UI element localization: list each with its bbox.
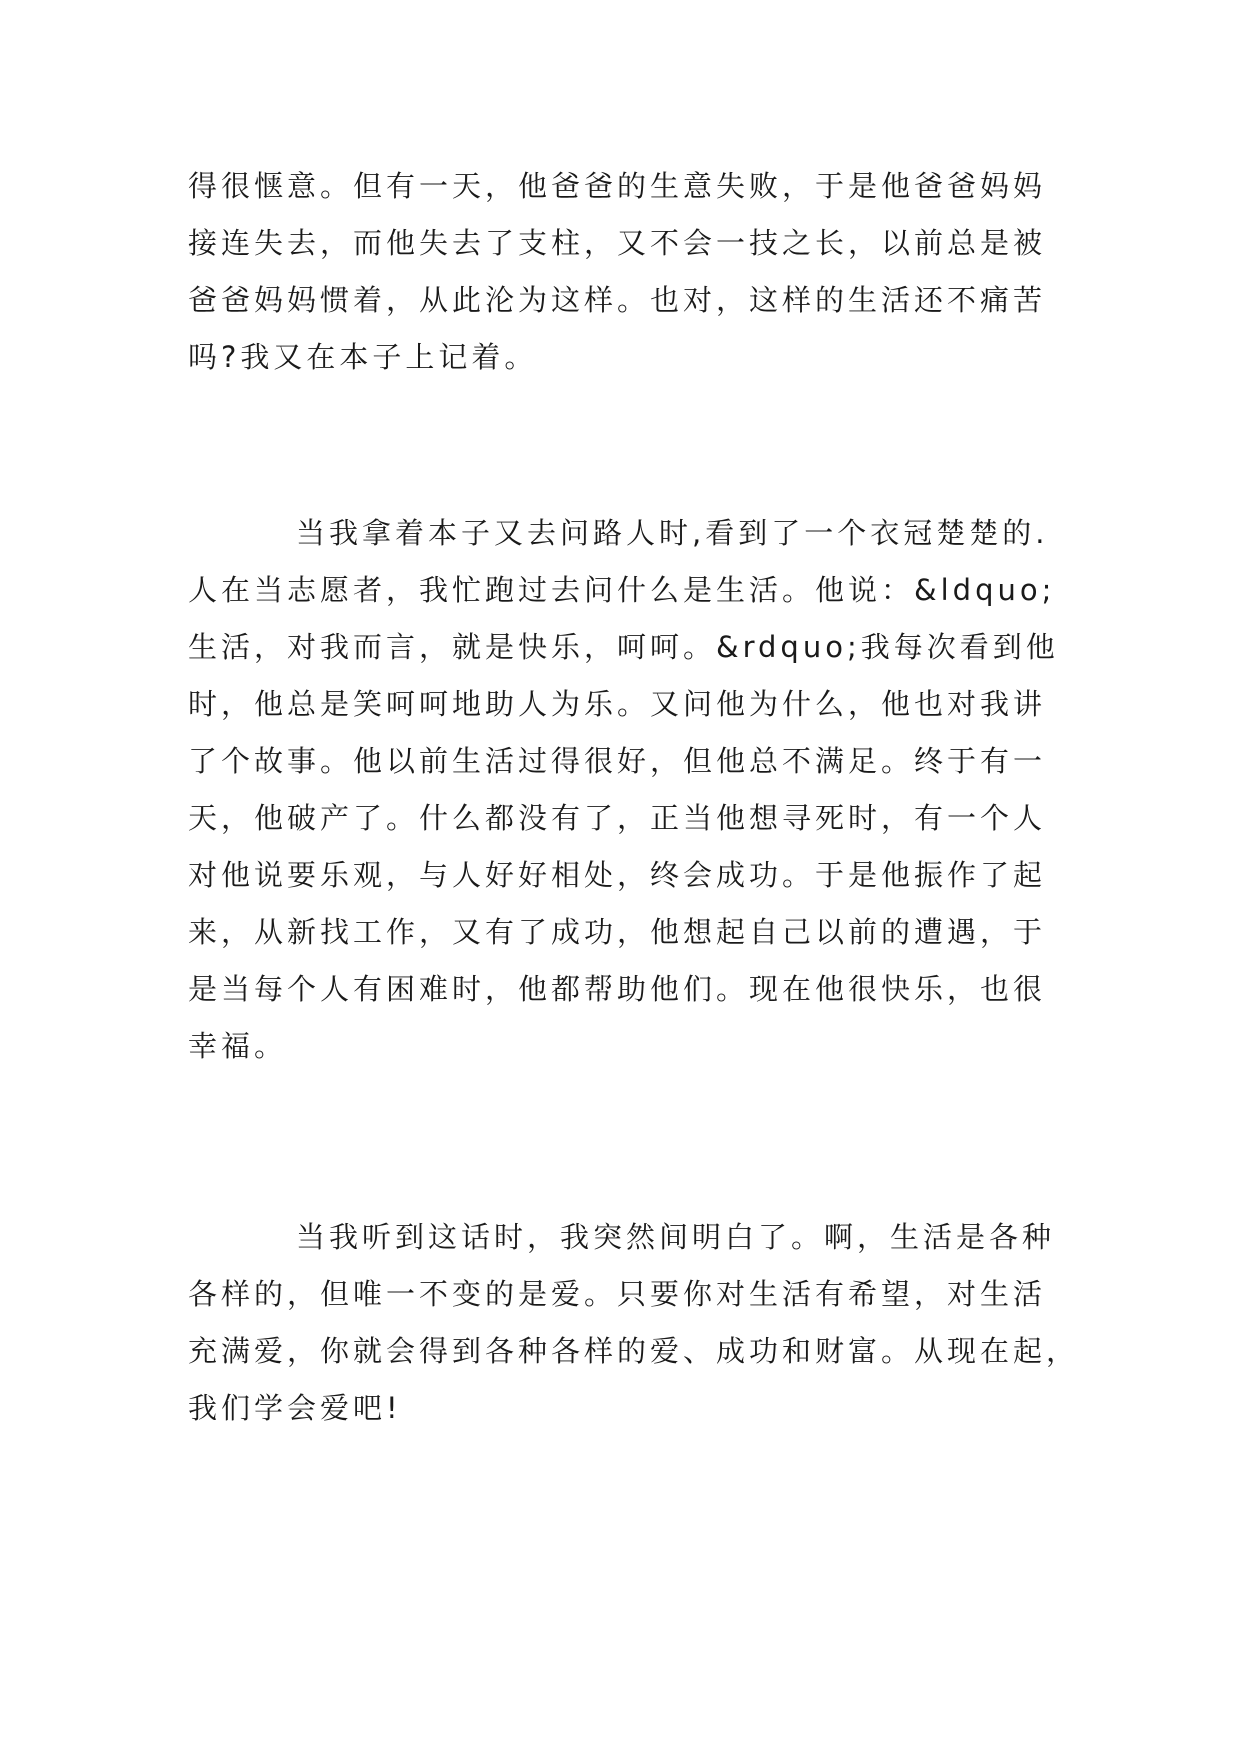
- text-line: 人在当志愿者，我忙跑过去问什么是生活。他说：&ldquo;: [188, 573, 1056, 607]
- text-line: 得很惬意。但有一天，他爸爸的生意失败，于是他爸爸妈妈: [188, 169, 1047, 203]
- paragraph-1: [188, 158, 1068, 386]
- text-line: 各样的，但唯一不变的是爱。只要你对生活有希望，对生活: [188, 1277, 1047, 1311]
- text-line: 当我拿着本子又去问路人时,看到了一个衣冠楚楚的.: [296, 516, 1049, 550]
- paragraph-2: [188, 505, 1068, 1075]
- paragraph-3: [188, 1209, 1080, 1437]
- text-line: 吗?我又在本子上记着。: [188, 340, 538, 374]
- text-line: 接连失去，而他失去了支柱，又不会一技之长，以前总是被: [188, 226, 1047, 260]
- text-line: 了个故事。他以前生活过得很好，但他总不满足。终于有一: [188, 744, 1047, 778]
- text-line: 幸福。: [188, 1029, 288, 1063]
- text-line: 爸爸妈妈惯着，从此沦为这样。也对，这样的生活还不痛苦: [188, 283, 1047, 317]
- text-line: 天，他破产了。什么都没有了，正当他想寻死时，有一个人: [188, 801, 1047, 835]
- text-line: 对他说要乐观，与人好好相处，终会成功。于是他振作了起: [188, 858, 1047, 892]
- text-line: 当我听到这话时，我突然间明白了。啊，生活是各种: [296, 1220, 1056, 1254]
- text-line: 我们学会爱吧!: [188, 1391, 402, 1425]
- text-line: 来，从新找工作，又有了成功，他想起自己以前的遭遇，于: [188, 915, 1047, 949]
- text-line: 生活，对我而言，就是快乐，呵呵。&rdquo;我每次看到他: [188, 630, 1059, 664]
- text-line: 充满爱，你就会得到各种各样的爱、成功和财富。从现在起，: [188, 1334, 1080, 1368]
- text-line: 时，他总是笑呵呵地助人为乐。又问他为什么，他也对我讲: [188, 687, 1047, 721]
- text-line: 是当每个人有困难时，他都帮助他们。现在他很快乐，也很: [188, 972, 1047, 1006]
